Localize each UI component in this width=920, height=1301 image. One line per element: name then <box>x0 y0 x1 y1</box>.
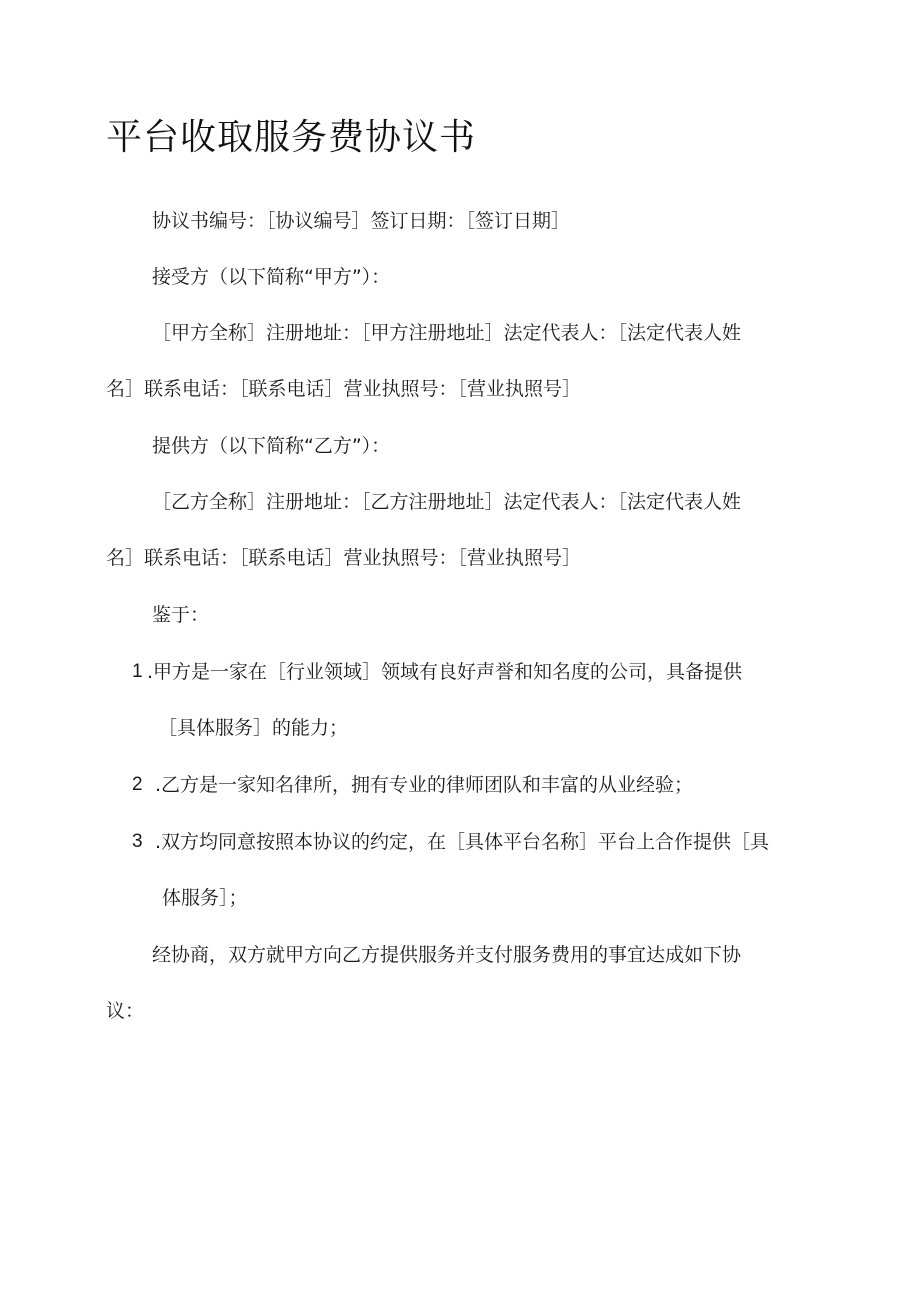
list-item-1-line-1: .甲方是一家在［行业领域］领域有良好声誉和知名度的公司，具备提供 <box>147 661 743 683</box>
list-item-3-line-2: 体服务］； <box>162 887 248 909</box>
document-title: 平台收取服务费协议书 <box>106 117 477 158</box>
list-item-3-line-1: .双方均同意按照本协议的约定，在［具体平台名称］平台上合作提供［具 <box>155 831 770 853</box>
list-item-2-line-1: .乙方是一家知名律所，拥有专业的律师团队和丰富的从业经验； <box>155 774 694 796</box>
list-item-number: 3 <box>132 831 143 852</box>
list-item-number: 2 <box>132 774 143 795</box>
conclusion-line-1: 经协商，双方就甲方向乙方提供服务并支付服务费用的事宜达成如下协 <box>152 944 742 966</box>
whereas-heading: 鉴于： <box>152 604 210 626</box>
party-a-heading: 接受方（以下简称“甲方”）： <box>152 266 391 288</box>
party-b-heading: 提供方（以下简称“乙方”）： <box>152 435 391 457</box>
party-a-details-line-2: 名］联系电话：［联系电话］营业执照号：［营业执照号］ <box>106 378 582 400</box>
party-b-details-line-1: ［乙方全称］注册地址：［乙方注册地址］法定代表人：［法定代表人姓 <box>152 491 742 513</box>
party-a-details-line-1: ［甲方全称］注册地址：［甲方注册地址］法定代表人：［法定代表人姓 <box>152 322 742 344</box>
list-item-number: 1 <box>132 661 143 682</box>
conclusion-line-2: 议： <box>106 1000 145 1022</box>
party-b-details-line-2: 名］联系电话：［联系电话］营业执照号：［营业执照号］ <box>106 547 582 569</box>
agreement-number-and-date: 协议书编号：［协议编号］签订日期：［签订日期］ <box>152 210 571 232</box>
list-item-1-line-2: ［具体服务］的能力； <box>158 717 349 739</box>
